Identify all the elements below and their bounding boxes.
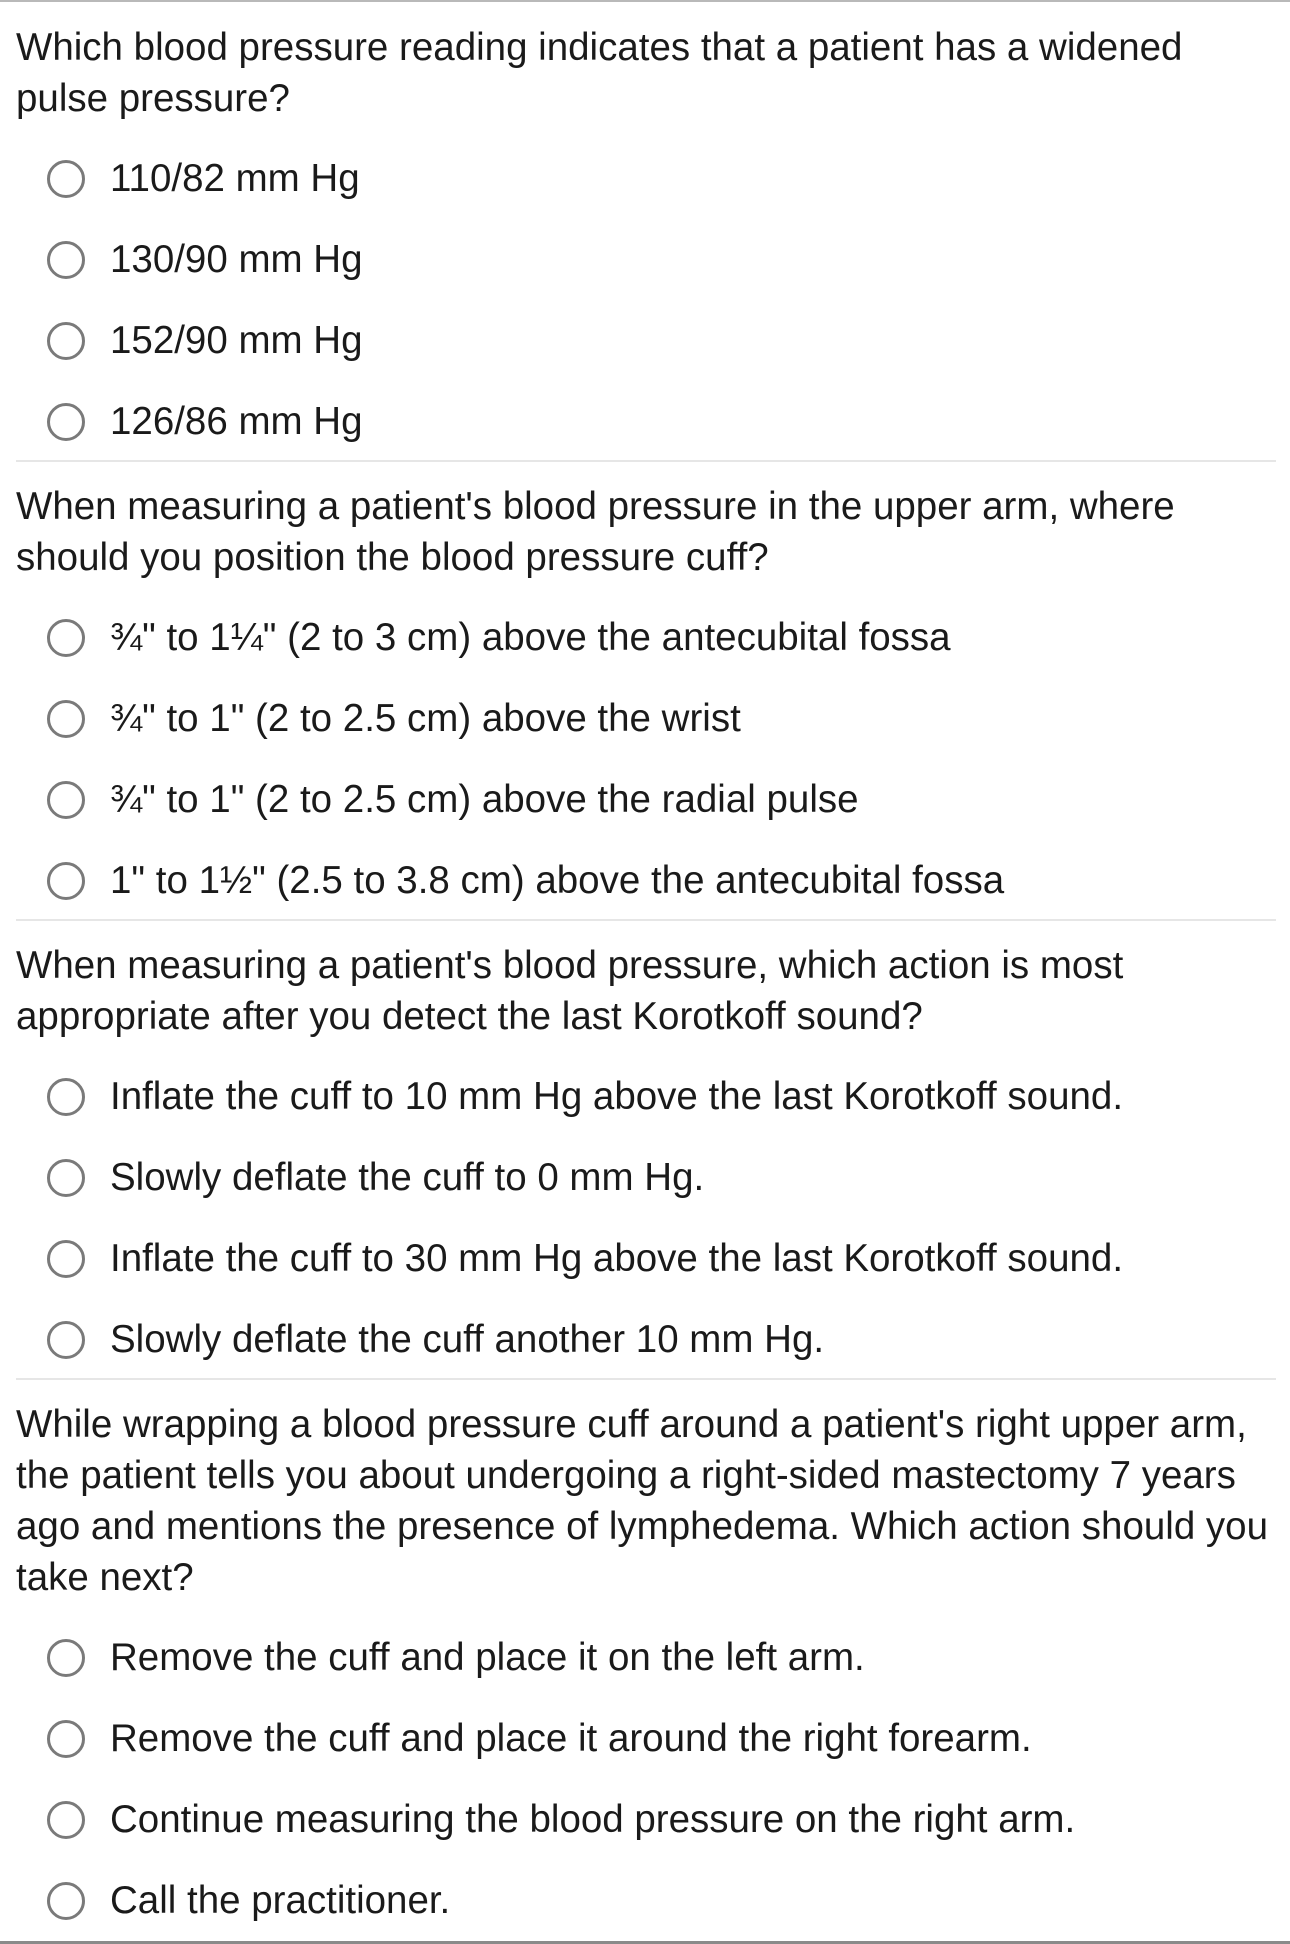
radio-button-icon[interactable] <box>47 1801 85 1839</box>
answer-label: ¾" to 1" (2 to 2.5 cm) above the radial pulse <box>110 777 859 821</box>
radio-button-icon[interactable] <box>47 1159 85 1197</box>
answer-label: 126/86 mm Hg <box>110 399 363 443</box>
answer-label: ¾" to 1¼" (2 to 3 cm) above the antecubital fossa <box>110 615 951 659</box>
answer-option-c[interactable] <box>16 1218 1276 1299</box>
answer-options <box>16 1617 1276 1941</box>
answer-option-c[interactable] <box>16 759 1276 840</box>
radio-button-icon[interactable] <box>47 700 85 738</box>
answer-option-d[interactable] <box>16 381 1276 462</box>
answer-label: 130/90 mm Hg <box>110 237 363 281</box>
radio-button-icon[interactable] <box>47 160 85 198</box>
answer-option-a[interactable] <box>16 1617 1276 1698</box>
answer-option-d[interactable] <box>16 840 1276 921</box>
answer-label: Slowly deflate the cuff another 10 mm Hg. <box>110 1317 825 1361</box>
answer-label: Continue measuring the blood pressure on the right arm. <box>110 1797 1076 1841</box>
question-text: While wrapping a blood pressure cuff around a patient's right upper arm, the patient tells you about undergoing a right-sided mastectomy 7 years ago and mentions the presence of lymphedema. Which action should you take next? <box>16 1403 1269 1599</box>
radio-button-icon[interactable] <box>47 781 85 819</box>
answer-option-b[interactable] <box>16 1698 1276 1779</box>
answer-option-b[interactable] <box>16 678 1276 759</box>
answer-label: ¾" to 1" (2 to 2.5 cm) above the wrist <box>110 696 741 740</box>
answer-label: Remove the cuff and place it on the left arm. <box>110 1635 865 1679</box>
question-text: When measuring a patient's blood pressure in the upper arm, where should you position the blood pressure cuff? <box>16 485 1175 579</box>
answer-option-a[interactable] <box>16 597 1276 678</box>
answer-option-a[interactable] <box>16 138 1276 219</box>
question-text: Which blood pressure reading indicates that a patient has a widened pulse pressure? <box>16 26 1183 120</box>
radio-button-icon[interactable] <box>47 322 85 360</box>
answer-option-b[interactable] <box>16 219 1276 300</box>
question-4 <box>16 1399 1276 1941</box>
question-1 <box>16 22 1276 462</box>
answer-label: Remove the cuff and place it around the right forearm. <box>110 1716 1032 1760</box>
radio-button-icon[interactable] <box>47 1639 85 1677</box>
radio-button-icon[interactable] <box>47 241 85 279</box>
radio-button-icon[interactable] <box>47 1078 85 1116</box>
answer-options <box>16 597 1276 921</box>
answer-label: Slowly deflate the cuff to 0 mm Hg. <box>110 1155 705 1199</box>
answer-options <box>16 138 1276 462</box>
answer-option-d[interactable] <box>16 1860 1276 1941</box>
question-2 <box>16 481 1276 921</box>
answer-label: 152/90 mm Hg <box>110 318 363 362</box>
answer-option-c[interactable] <box>16 300 1276 381</box>
question-divider <box>16 1378 1276 1380</box>
answer-label: Inflate the cuff to 10 mm Hg above the last Korotkoff sound. <box>110 1074 1124 1118</box>
radio-button-icon[interactable] <box>47 619 85 657</box>
question-divider <box>16 460 1276 462</box>
radio-button-icon[interactable] <box>47 1240 85 1278</box>
answer-option-a[interactable] <box>16 1056 1276 1137</box>
question-3 <box>16 940 1276 1380</box>
top-border <box>0 0 1290 2</box>
answer-option-c[interactable] <box>16 1779 1276 1860</box>
question-text: When measuring a patient's blood pressure, which action is most appropriate after you detect the last Korotkoff sound? <box>16 944 1124 1038</box>
answer-options <box>16 1056 1276 1380</box>
answer-label: 110/82 mm Hg <box>110 156 360 200</box>
radio-button-icon[interactable] <box>47 1720 85 1758</box>
answer-label: 1" to 1½" (2.5 to 3.8 cm) above the antecubital fossa <box>110 858 1005 902</box>
question-divider <box>16 919 1276 921</box>
radio-button-icon[interactable] <box>47 1321 85 1359</box>
answer-option-d[interactable] <box>16 1299 1276 1380</box>
radio-button-icon[interactable] <box>47 1882 85 1920</box>
answer-label: Inflate the cuff to 30 mm Hg above the last Korotkoff sound. <box>110 1236 1124 1280</box>
radio-button-icon[interactable] <box>47 862 85 900</box>
answer-option-b[interactable] <box>16 1137 1276 1218</box>
answer-label: Call the practitioner. <box>110 1878 451 1922</box>
radio-button-icon[interactable] <box>47 403 85 441</box>
